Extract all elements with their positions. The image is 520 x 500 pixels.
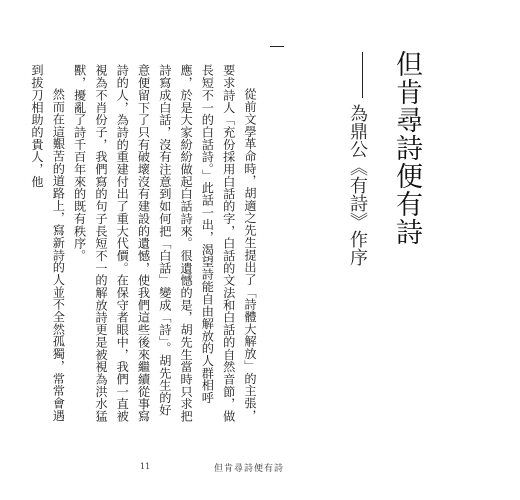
section-numeral-text [270,40,271,41]
paragraph-2: 然而在這艱苦的道路上，寫新詩的人並不全然孤獨，常常會遇到拔刀相助的貴人，他 [30,64,66,422]
page-title: 但肯尋詩便有詩 [391,50,422,246]
page-number: 11 [140,462,151,471]
subtitle-text: 為鼎公《有詩》作序 [347,104,368,266]
paragraph-1: 從前文學革命時，胡適之先生提出了「詩體大解放」的主張，要求詩人「充份採用白話的字，白話的文法和白話的自然音節，做長短不一的白話詩。」此話一出，渴望詩能自由解放的人群相呼應，於是大家紛紛做起白話詩來。很遺憾的是，胡先生當時只求把詩寫成白話，沒有注意到如何把「白話」變成「詩」。胡先生的好意便留下了只有破壞沒有建設的遺憾，使我們這些後來繼續從事寫詩的人，為詩的重建付出了重大代價。在保守者眼中，我們一直被視為不肖份子，我們寫的句子長短不一的解放詩更是被視為洪水猛獸，擾亂了詩千百年來的既有秩序。 [72,64,257,423]
page-subtitle [344,52,370,266]
running-title: 但肯尋詩便有詩 [214,464,285,474]
section-number [270,40,284,54]
section-numeral-one [270,46,284,47]
body-text [26,64,260,424]
em-dash [362,52,363,98]
